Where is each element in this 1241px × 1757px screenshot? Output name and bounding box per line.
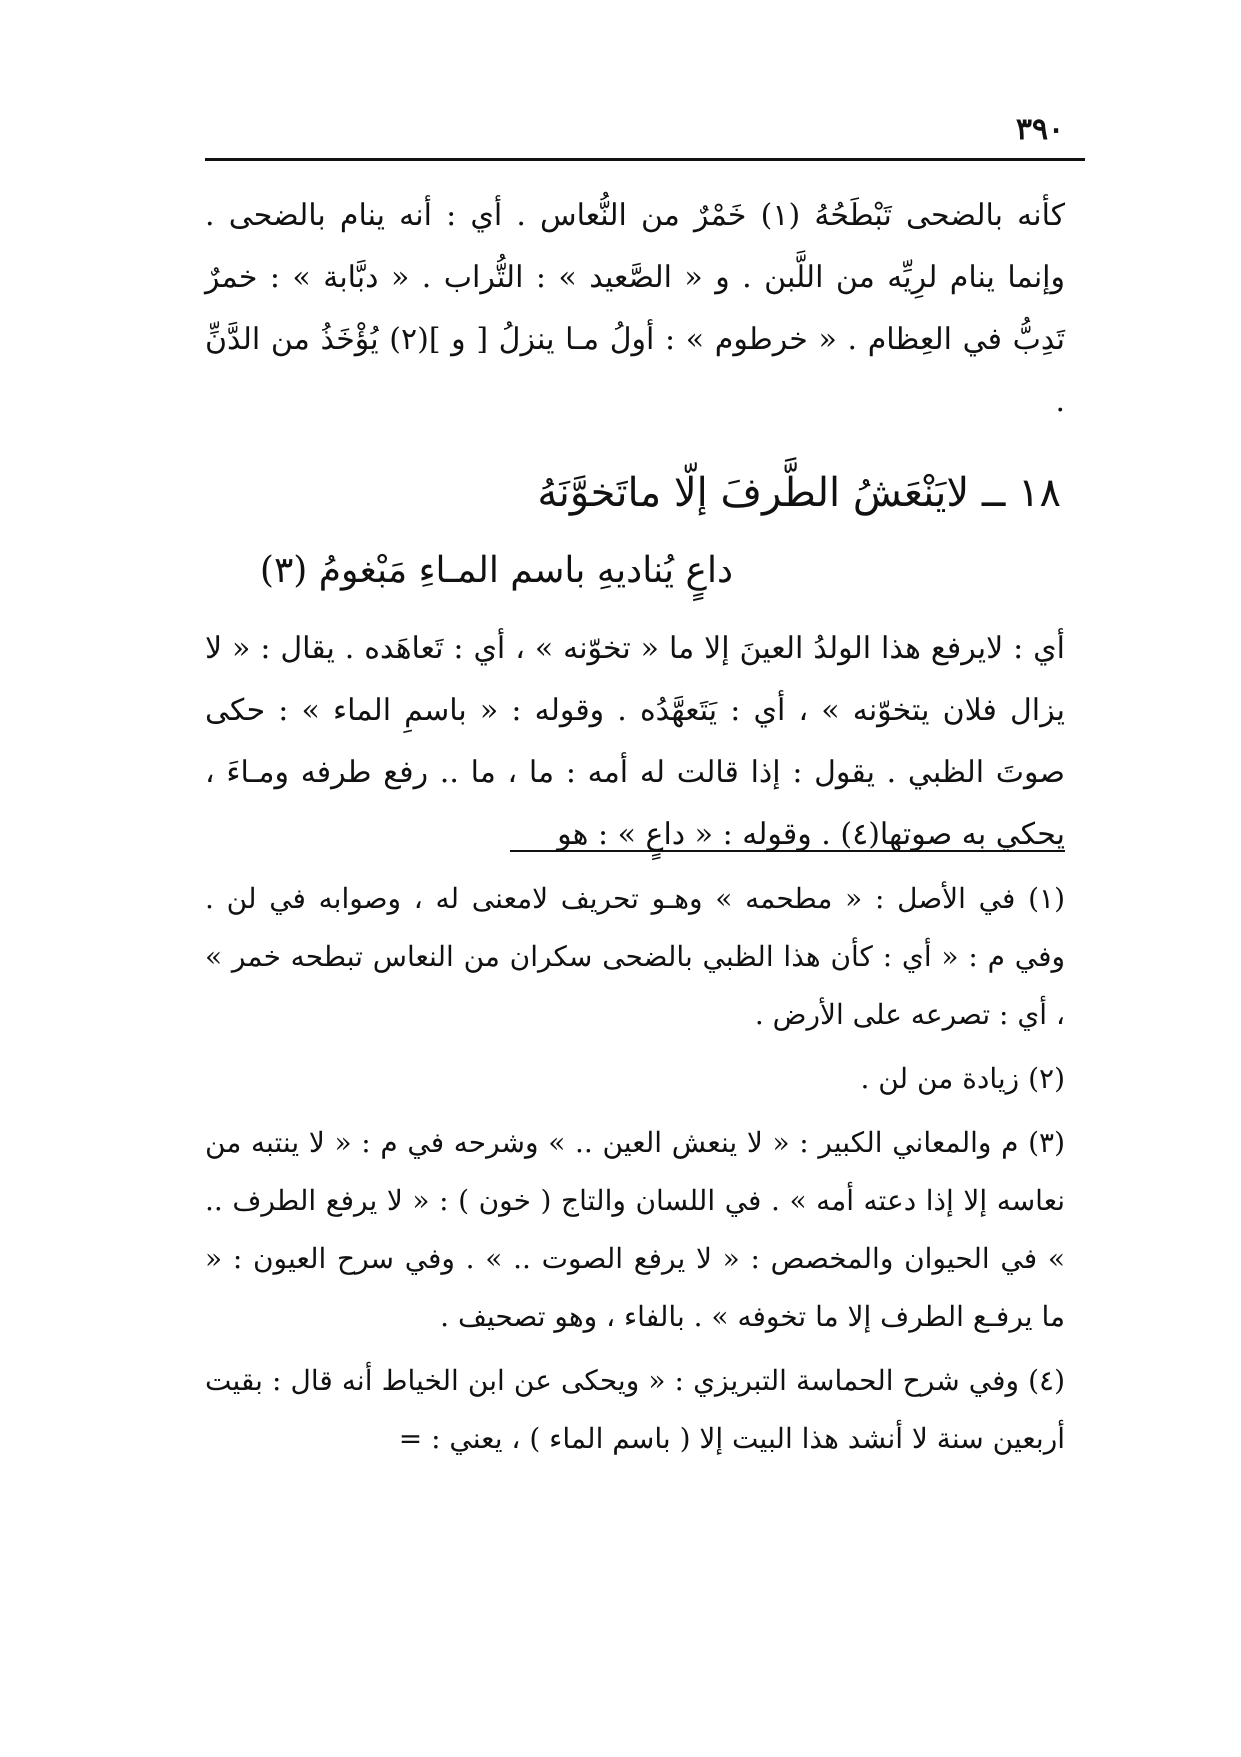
paragraph-2: أي : لايرفع هذا الولدُ العينَ إلا ما « تخوّنه » ، أي : تَعاهَده . يقال : « لا يزال فلان يتخوّنه » ، أي : يَتَعهَّدُه . وقوله : « باسمِ الماء » : حكى صوتَ الظبي . يقول : إذا قالت له أمه : ما ، ما .. رفع طرفه ومـاءَ ، يحكي به صوتها(٤) . وقوله : « داعٍ » : هو [205,631,1065,852]
footnote-4: (٤) وفي شرح الحماسة التبريزي : « ويحكى عن ابن الخياط أنه قال : بقيت أربعين سنة لا أنشد هذا البيت إلا ( باسم الماء ) ، يعني : = [205,1364,1065,1455]
main-text-block-2 [205,618,1065,866]
footnote-rule [510,850,1065,852]
header-rule [205,158,1085,161]
main-text-block-1 [205,185,1065,433]
verse-line-1: ١٨ ــ لايَنْعَشُ الطَّرفَ إلّا ماتَخوَّنَهُ [537,470,1061,516]
footnote-1: (١) في الأصل : « مطحمه » وهـو تحريف لامعنى له ، وصوابه في لن . وفي م : « أي : كأن هذا الظبي بالضحى سكران من النعاس تبطحه خمر » ، أي : تصرعه على الأرض . [205,882,1065,1031]
paragraph-1: كأنه بالضحى تَبْطَحُهُ (١) خَمْرٌ من النُّعاس . أي : أنه ينام بالضحى . وإنما ينام لرِيِّه من اللَّبن . و « الصَّعيد » : التُّراب . « دبَّابة » : خمرٌ تَدِبُّ في العِظام . « خرطوم » : أولُ مـا ينزلُ [ و ](٢) يُؤْخَذُ من الدَّنِّ . [205,198,1065,419]
page-number: ٣٩٠ [1015,112,1065,147]
footnote-2: (٢) زيادة من لن . [860,1062,1065,1095]
footnotes [205,870,1065,1474]
footnote-3: (٣) م والمعاني الكبير : « لا ينعش العين .. » وشرحه في م : « لا ينتبه من نعاسه إلا إذا دعته أمه » . في اللسان والتاج ( خون ) : « لا يرفع الطرف .. » في الحيوان والمخصص : « لا يرفع الصوت .. » . وفي سرح العيون : « ما يرفـع الطرف إلا ما تخوفه » . بالفاء ، وهو تصحيف . [205,1126,1065,1333]
verse-line-2: داعٍ يُناديهِ باسم المـاءِ مَبْغومُ (٣) [259,550,733,591]
